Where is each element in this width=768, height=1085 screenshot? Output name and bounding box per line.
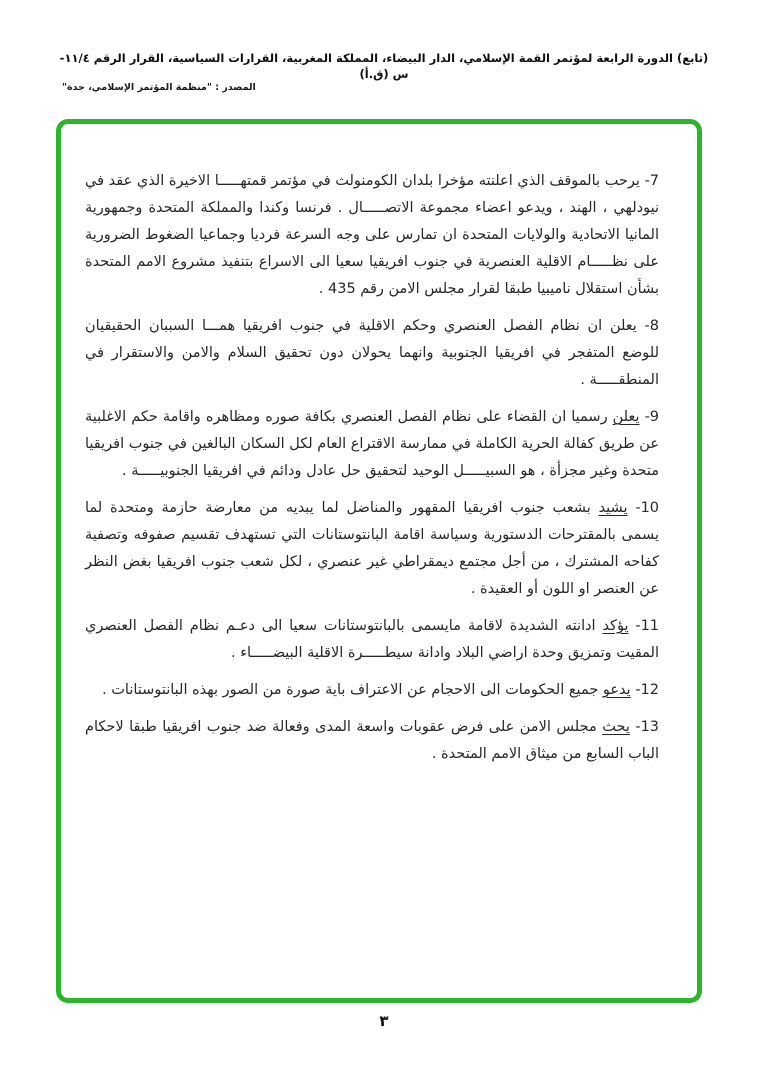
document-title: (تابع) الدورة الرابعة لمؤتمر القمة الإسلامي، الدار البيضاء، المملكة المغربية، القرارات السياسية، القرار الرقم ١١/٤-س (ق.أ) — [59, 51, 709, 82]
resolution-paragraph-12 — [85, 677, 659, 704]
paragraph-lead-word: يحث — [602, 719, 630, 735]
paragraph-number: 7- — [644, 173, 660, 189]
paragraph-number: 12- — [635, 682, 659, 698]
paragraph-lead-word: يعلن — [609, 318, 637, 334]
paragraph-text: بشعب جنوب افريقيا المقهور والمناضل لما يبديه من معارضة حازمة ومتحدة لما يسمى بالمقترحات الدستورية وسياسة اقامة البانتوستانات التي تستهدف تقسيم صفوفه وتصفية كفاحه المشترك ، من أجل مجتمع ديمقراطي غير عنصري ، لكل شعب جنوب افريقيا بغض النظر عن العنصر او اللون أو العقيدة . — [85, 500, 659, 597]
resolution-paragraph-10 — [85, 495, 659, 603]
paragraph-text: ادانته الشديدة لاقامة مايسمى بالبانتوستانات سعيا الى دعـم نظام الفصل العنصري المقيت وتمزيق وحدة اراضي البلاد وادانة سيطـــــرة الاقلية البيضـــــاء . — [85, 618, 659, 661]
paragraph-number: 8- — [644, 318, 660, 334]
paragraph-lead-word: يؤكد — [602, 618, 629, 634]
paragraph-lead-word: يرحب — [604, 173, 640, 189]
page-number: ٣ — [379, 1012, 389, 1030]
resolution-paragraph-8 — [85, 313, 659, 394]
paragraph-lead-word: يشيد — [598, 500, 628, 516]
resolution-paragraph-13 — [85, 714, 659, 768]
resolution-paragraph-9 — [85, 404, 659, 485]
paragraph-text: رسميا ان القضاء على نظام الفصل العنصري بكافة صوره ومظاهره واقامة حكم الاغلبية عن طريق كفالة الحرية الكاملة في ممارسة الاقتراع العام لكل السكان البالغين في جنوب افريقيا متحدة وغير مجزأة ، هو السبيـــــل الوحيد لتحقيق حل عادل ودائم في افريقيا الجنوبيـــــة . — [85, 409, 659, 479]
paragraph-number: 11- — [635, 618, 660, 634]
paragraph-number: 13- — [635, 719, 660, 735]
resolution-paragraph-11 — [85, 613, 659, 667]
resolution-paragraph-7 — [85, 168, 659, 303]
paragraph-lead-word: يعلن — [612, 409, 640, 425]
paragraph-text: بالموقف الذي اعلنته مؤخرا بلدان الكومنولث في مؤتمر قمتهـــــا الاخيرة الذي عقد في نيودلهي ، الهند ، ويدعو اعضاء مجموعة الاتصـــــال . فرنسا وكندا والمملكة المتحدة وجمهورية المانيا الاتحادية والولايات المتحدة ان تمارس على وجه السرعة فرديا وجماعيا الضغوط الضرورية على نظـــــام الاقلية العنصرية في جنوب افريقيا سعيا الى الاسراع بتنفيذ مشروع الامم المتحدة بشأن استقلال ناميبيا طبقا لقرار مجلس الامن رقم 435 . — [85, 173, 659, 297]
paragraph-number: 10- — [635, 500, 660, 516]
paragraph-number: 9- — [644, 409, 660, 425]
highlight-frame — [56, 119, 702, 1003]
paragraph-text: مجلس الامن على فرض عقوبات واسعة المدى وفعالة ضد جنوب افريقيا طبقا لاحكام الباب السابع من ميثاق الامم المتحدة . — [85, 719, 659, 762]
paragraph-lead-word: يدعو — [602, 682, 631, 698]
document-source: المصدر : "منظمة المؤتمر الإسلامي، جدة" — [62, 82, 256, 93]
paragraph-text: جميع الحكومات الى الاحجام عن الاعتراف باية صورة من الصور بهذه البانتوستانات . — [102, 682, 599, 698]
paragraph-text: ان نظام الفصل العنصري وحكم الاقلية في جنوب افريقيا همـــا السببان الحقيقيان للوضع المتفجر في افريقيا الجنوبية وانهما يحولان دون تحقيق السلام والامن والاستقرار في المنطقـــــة . — [85, 318, 659, 388]
